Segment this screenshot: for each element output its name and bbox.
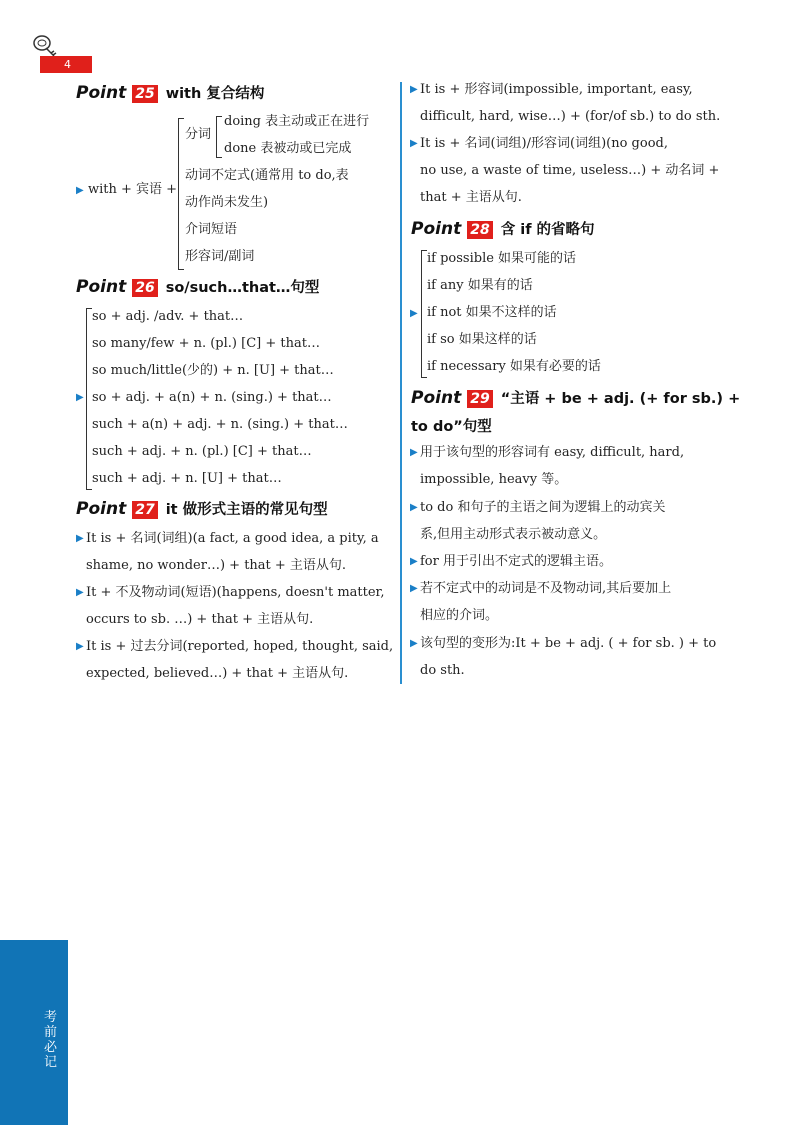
- p29-line: 该句型的变形为:It + be + adj. ( + for sb. ) + to: [420, 636, 717, 651]
- right-line: difficult, hard, wise…) + (for/of sb.) to do sth.: [420, 109, 721, 124]
- p26-item: so + adj. /adv. + that…: [92, 309, 244, 324]
- p26-item: so much/little(少的) + n. [U] + that…: [92, 363, 334, 378]
- p25-item: 介词短语: [185, 222, 238, 237]
- bullet-icon: ▶: [410, 308, 418, 319]
- p29-line: 相应的介词。: [420, 608, 499, 623]
- brace: [178, 118, 184, 270]
- bullet-icon: ▶: [76, 392, 84, 403]
- p25-item: done 表被动或已完成: [224, 141, 352, 156]
- p25-item: 动作尚未发生): [185, 195, 269, 210]
- p26-item: such + a(n) + adj. + n. (sing.) + that…: [92, 417, 348, 432]
- point-27-heading: Point 27 it 做形式主语的常见句型: [76, 499, 328, 519]
- p29-line: 若不定式中的动词是不及物动词,其后要加上: [420, 581, 672, 596]
- p29-line: do sth.: [420, 663, 465, 678]
- p29-line: impossible, heavy 等。: [420, 472, 568, 487]
- point-26-heading: Point 26 so/such…that…句型: [76, 277, 320, 297]
- p28-item: if so 如果这样的话: [427, 332, 537, 347]
- p27-line: shame, no wonder…) + that + 主语从句.: [86, 558, 347, 573]
- bullet-icon: ▶: [410, 556, 418, 567]
- point-29-heading-cont: to do”句型: [411, 419, 492, 435]
- bullet-icon: ▶: [76, 641, 84, 652]
- p27-line: occurs to sb. …) + that + 主语从句.: [86, 612, 314, 627]
- right-line: It is + 形容词(impossible, important, easy,: [420, 82, 693, 97]
- p28-item: if necessary 如果有必要的话: [427, 359, 601, 374]
- with-lead: with + 宾语 +: [88, 182, 178, 197]
- p29-line: for 用于引出不定式的逻辑主语。: [420, 554, 612, 569]
- p28-item: if possible 如果可能的话: [427, 251, 577, 266]
- p29-line: 用于该句型的形容词有 easy, difficult, hard,: [420, 445, 685, 460]
- bullet-icon: ▶: [76, 185, 84, 196]
- right-line: that + 主语从句.: [420, 190, 522, 205]
- bullet-icon: ▶: [410, 583, 418, 594]
- p26-item: such + adj. + n. [U] + that…: [92, 471, 282, 486]
- page-number: 4: [64, 58, 71, 71]
- point-28-heading: Point 28 含 if 的省略句: [411, 219, 595, 239]
- p25-item: 动词不定式(通常用 to do,表: [185, 168, 349, 183]
- p27-line: expected, believed…) + that + 主语从句.: [86, 666, 349, 681]
- p25-item: 形容词/副词: [185, 249, 255, 264]
- p26-item: so many/few + n. (pl.) [C] + that…: [92, 336, 320, 351]
- bullet-icon: ▶: [410, 447, 418, 458]
- p29-line: 系,但用主动形式表示被动意义。: [420, 527, 607, 542]
- point-29-heading: Point 29 “主语 + be + adj. (+ for sb.) +: [411, 388, 741, 408]
- side-tab-label: 考前必记: [44, 1010, 58, 1070]
- p28-item: if any 如果有的话: [427, 278, 533, 293]
- p26-item: such + adj. + n. (pl.) [C] + that…: [92, 444, 312, 459]
- p26-item: so + adj. + a(n) + n. (sing.) + that…: [92, 390, 332, 405]
- right-line: It is + 名词(词组)/形容词(词组)(no good,: [420, 136, 668, 151]
- right-line: no use, a waste of time, useless…) + 动名词 +: [420, 163, 720, 178]
- bullet-icon: ▶: [410, 638, 418, 649]
- p25-item: doing 表主动或正在进行: [224, 114, 370, 129]
- bullet-icon: ▶: [410, 502, 418, 513]
- p29-line: to do 和句子的主语之间为逻辑上的动宾关: [420, 500, 666, 515]
- p27-line: It is + 名词(词组)(a fact, a good idea, a pity, a: [86, 531, 379, 546]
- point-25-heading: Point 25 with 复合结构: [76, 83, 265, 103]
- p28-item: if not 如果不这样的话: [427, 305, 557, 320]
- bullet-icon: ▶: [410, 84, 418, 95]
- brace: [216, 116, 222, 158]
- p27-line: It + 不及物动词(短语)(happens, doesn't matter,: [86, 585, 385, 600]
- bullet-icon: ▶: [76, 533, 84, 544]
- column-divider: [400, 82, 402, 684]
- p27-line: It is + 过去分词(reported, hoped, thought, said,: [86, 639, 394, 654]
- bullet-icon: ▶: [76, 587, 84, 598]
- bullet-icon: ▶: [410, 138, 418, 149]
- p25-item: 分词: [185, 127, 212, 142]
